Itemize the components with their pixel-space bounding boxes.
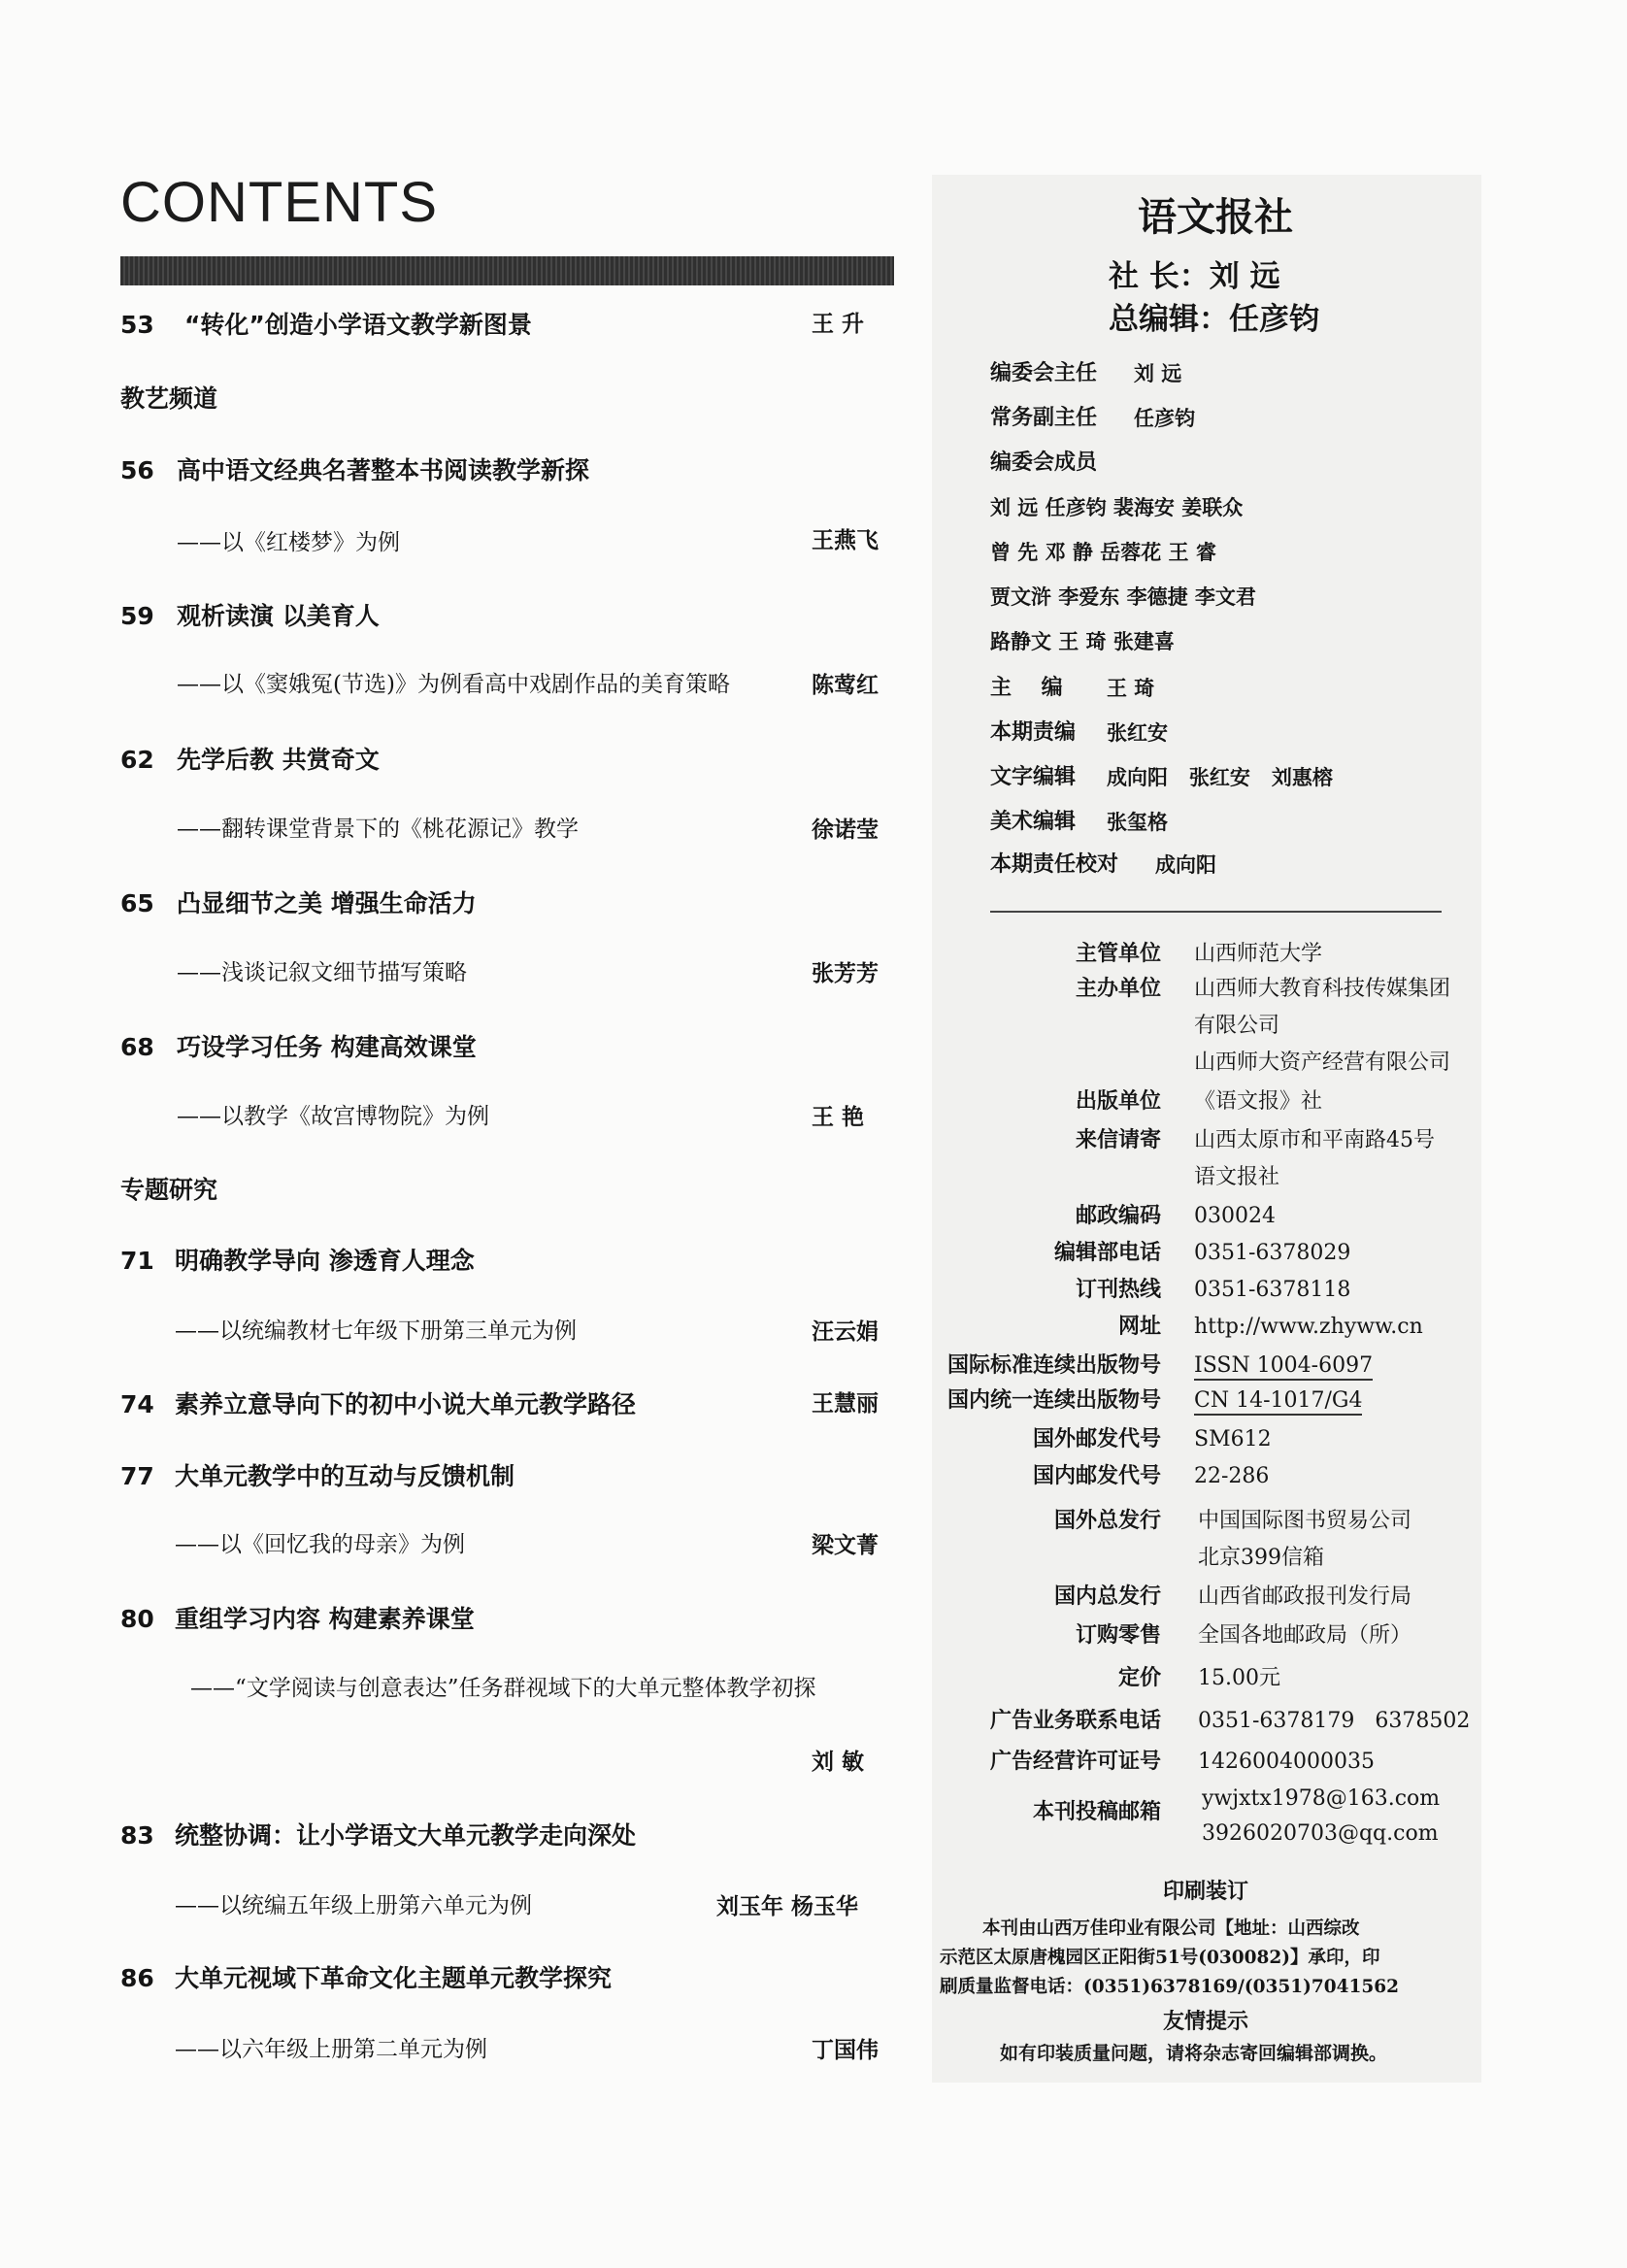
pub-label: 本刊投稿邮箱: [1032, 1800, 1161, 1824]
printing-line: 示范区太原唐槐园区正阳街51号(030082)】承印，印: [940, 1948, 1380, 1968]
pub-value: 山西师大资产经营有限公司: [1194, 1051, 1451, 1075]
toc-title[interactable]: 高中语文经典名著整本书阅读教学新探: [177, 456, 590, 484]
editor-in-chief-line: 总编辑：任彦钧: [1109, 302, 1319, 337]
pub-label: 网址: [1117, 1315, 1161, 1339]
pub-value: 0351-6378118: [1194, 1278, 1351, 1302]
pub-label: 广告业务联系电话: [989, 1709, 1161, 1733]
pub-label: 出版单位: [1075, 1089, 1161, 1114]
toc-page-number: 59: [120, 602, 154, 630]
notice-heading: 友情提示: [1163, 2010, 1249, 2034]
contents-heading: CONTENTS: [120, 171, 438, 234]
pub-label: 国外邮发代号: [1032, 1427, 1161, 1451]
heading-bar: [120, 256, 894, 285]
pub-value: 山西师范大学: [1194, 942, 1323, 966]
toc-page-number: 68: [120, 1033, 154, 1061]
committee-names: 刘 远: [1134, 361, 1182, 385]
pub-value: 山西师大教育科技传媒集团: [1194, 977, 1451, 1001]
printing-heading: 印刷装订: [1163, 1880, 1249, 1904]
pub-label: 编辑部电话: [1053, 1241, 1161, 1265]
toc-subtitle: ——翻转课堂背景下的《桃花源记》教学: [177, 817, 579, 842]
toc-author: 张芳芳: [812, 960, 879, 986]
pub-label: 订购零售: [1075, 1623, 1161, 1648]
toc-page-number: 80: [120, 1605, 154, 1633]
pub-value: 《语文报》社: [1194, 1089, 1323, 1114]
staff-names: 张玺格: [1107, 810, 1168, 834]
pub-label: 来信请寄: [1075, 1128, 1161, 1152]
toc-page-number: 65: [120, 889, 154, 917]
printing-line: 本刊由山西万佳印业有限公司【地址：山西综改: [982, 1918, 1360, 1939]
toc-author: 汪云娟: [812, 1318, 879, 1345]
pub-value: 语文报社: [1194, 1165, 1280, 1189]
toc-author: 刘 敏: [812, 1749, 865, 1775]
pub-label: 国外总发行: [1053, 1509, 1161, 1533]
toc-page-number: 74: [120, 1390, 154, 1418]
toc-author: 刘玉年 杨玉华: [716, 1893, 859, 1919]
toc-author: 王 升: [812, 311, 865, 337]
pub-label: 主办单位: [1075, 977, 1161, 1001]
pub-label: 国际标准连续出版物号: [946, 1353, 1161, 1378]
toc-author: 王 艳: [812, 1104, 865, 1130]
notice-text: 如有印装质量问题，请将杂志寄回编辑部调换。: [1000, 2043, 1388, 2064]
pub-label: 国内总发行: [1053, 1584, 1161, 1609]
toc-author: 王燕飞: [812, 527, 879, 553]
toc-author: 王慧丽: [812, 1390, 879, 1417]
toc-subtitle: ——以《红楼梦》为例: [177, 530, 400, 555]
website-link[interactable]: http://www.zhyww.cn: [1194, 1315, 1423, 1339]
toc-page-number: 86: [120, 1964, 154, 1992]
toc-subtitle: ——以统编教材七年级下册第三单元为例: [175, 1318, 577, 1344]
pub-value: 有限公司: [1194, 1014, 1280, 1038]
pub-value: ISSN 1004-6097: [1194, 1355, 1373, 1381]
toc-page-number: 53: [120, 311, 154, 339]
pub-value: 中国国际图书贸易公司: [1198, 1509, 1412, 1533]
toc-page-number: 83: [120, 1821, 154, 1850]
president-line: 社 长：刘 远: [1109, 259, 1280, 294]
member-row: 贾文浒 李爱东 李德捷 李文君: [990, 584, 1256, 609]
pub-label: 定价: [1117, 1666, 1161, 1690]
toc-subtitle: ——“文学阅读与创意表达”任务群视域下的大单元整体教学初探: [190, 1676, 816, 1701]
toc-page-number: 56: [120, 456, 154, 484]
toc-author: 丁国伟: [812, 2037, 879, 2063]
toc-author: 梁文菁: [812, 1532, 879, 1558]
masthead-title: 语文报社: [1138, 194, 1293, 240]
staff-label: 主 编: [990, 676, 1063, 700]
toc-subtitle: ——以教学《故宫博物院》为例: [177, 1104, 489, 1129]
toc-title[interactable]: “转化”创造小学语文教学新图景: [184, 311, 532, 339]
pub-value: 全国各地邮政局（所）: [1198, 1623, 1412, 1648]
pub-value: 0351-6378029: [1194, 1241, 1351, 1265]
staff-names: 成向阳 张红安 刘惠榕: [1107, 765, 1333, 789]
member-row: 曾 先 邓 静 岳蓉花 王 睿: [990, 540, 1216, 564]
toc-subtitle: ——以《回忆我的母亲》为例: [175, 1532, 465, 1557]
toc-subtitle: ——以六年级上册第二单元为例: [175, 2037, 487, 2062]
pub-label: 订刊热线: [1075, 1278, 1161, 1302]
pub-label: 邮政编码: [1075, 1204, 1161, 1228]
committee-label: 编委会成员: [990, 450, 1098, 475]
email-link[interactable]: 3926020703@qq.com: [1202, 1821, 1439, 1846]
staff-names: 成向阳: [1155, 852, 1216, 877]
pub-value: 山西太原市和平南路45号: [1194, 1128, 1435, 1152]
toc-title[interactable]: 观析读演 以美育人: [177, 602, 380, 630]
pub-value: SM612: [1194, 1427, 1272, 1451]
toc-title[interactable]: 凸显细节之美 增强生命活力: [177, 889, 477, 917]
pub-label: 国内邮发代号: [1032, 1464, 1161, 1488]
committee-label: 常务副主任: [990, 406, 1098, 430]
pub-value: CN 14-1017/G4: [1194, 1390, 1362, 1416]
toc-title[interactable]: 先学后教 共赏奇文: [177, 746, 380, 774]
toc-title[interactable]: 大单元视域下革命文化主题单元教学探究: [175, 1964, 613, 1992]
pub-value: 1426004000035: [1198, 1750, 1375, 1774]
toc-title[interactable]: 重组学习内容 构建素养课堂: [175, 1605, 475, 1633]
pub-label: 主管单位: [1075, 942, 1161, 966]
member-row: 路静文 王 琦 张建喜: [990, 629, 1175, 653]
pub-value: 22-286: [1194, 1464, 1270, 1488]
toc-page-number: 62: [120, 746, 154, 774]
pub-label: 广告经营许可证号: [989, 1750, 1161, 1774]
section-label-jiaoyi: 教艺频道: [120, 384, 218, 413]
pub-label: 国内统一连续出版物号: [946, 1388, 1161, 1413]
pub-value: 山西省邮政报刊发行局: [1198, 1584, 1412, 1609]
staff-label: 本期责任校对: [990, 852, 1119, 877]
pub-value: 北京399信箱: [1198, 1546, 1324, 1570]
toc-title[interactable]: 统整协调：让小学语文大单元教学走向深处: [175, 1821, 637, 1850]
committee-names: 任彦钧: [1134, 406, 1195, 430]
staff-names: 张红安: [1107, 720, 1168, 745]
staff-names: 王 琦: [1107, 676, 1155, 700]
toc-subtitle: ——以《窦娥冤(节选)》为例看高中戏剧作品的美育策略: [177, 672, 730, 697]
toc-author: 陈莺红: [812, 672, 879, 698]
email-link[interactable]: ywjxtx1978@163.com: [1202, 1786, 1441, 1811]
section-label-zhuanti: 专题研究: [120, 1176, 218, 1204]
toc-author: 徐诺莹: [812, 817, 879, 843]
staff-label: 本期责编: [990, 720, 1077, 745]
member-row: 刘 远 任彦钧 裴海安 姜联众: [990, 495, 1244, 519]
pub-value: 15.00元: [1198, 1666, 1280, 1690]
toc-title[interactable]: 明确教学导向 渗透育人理念: [175, 1247, 475, 1275]
committee-label: 编委会主任: [990, 361, 1098, 385]
staff-label: 文字编辑: [990, 765, 1077, 789]
masthead-divider: [990, 911, 1442, 913]
toc-title[interactable]: 巧设学习任务 构建高效课堂: [177, 1033, 477, 1061]
toc-page-number: 77: [120, 1462, 154, 1490]
printing-line: 刷质量监督电话：(0351)6378169/(0351)7041562: [940, 1977, 1399, 1997]
toc-title[interactable]: 素养立意导向下的初中小说大单元教学路径: [175, 1390, 637, 1418]
staff-label: 美术编辑: [990, 810, 1077, 834]
pub-value: 030024: [1194, 1204, 1276, 1228]
toc-page-number: 71: [120, 1247, 154, 1275]
toc-subtitle: ——以统编五年级上册第六单元为例: [175, 1893, 532, 1918]
toc-title[interactable]: 大单元教学中的互动与反馈机制: [175, 1462, 515, 1490]
toc-subtitle: ——浅谈记叙文细节描写策略: [177, 960, 467, 985]
pub-value: 0351-6378179 6378502: [1198, 1709, 1471, 1733]
